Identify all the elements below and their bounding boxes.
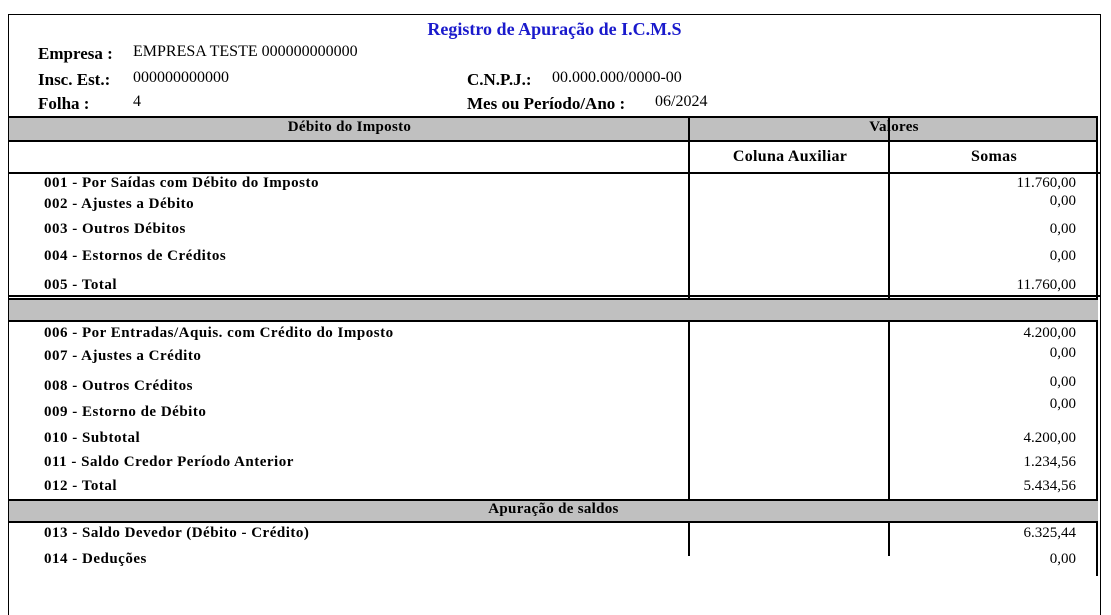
row-label-012: 012 - Total <box>44 478 118 494</box>
subheader-divider <box>9 172 1100 174</box>
row-value-008: 0,00 <box>1049 374 1076 390</box>
report-title: Registro de Apuração de I.C.M.S <box>427 19 682 39</box>
row-label-008: 008 - Outros Créditos <box>44 378 193 394</box>
row-label-001: 001 - Por Saídas com Débito do Imposto <box>44 175 319 191</box>
debito-header: Débito do Imposto <box>287 119 412 135</box>
row-value-004: 0,00 <box>1049 248 1076 264</box>
row-label-013: 013 - Saldo Devedor (Débito - Crédito) <box>44 525 310 541</box>
row-label-009: 009 - Estorno de Débito <box>44 404 207 420</box>
row-value-010: 4.200,00 <box>1023 430 1076 446</box>
periodo-label: Mes ou Período/Ano : <box>467 94 626 113</box>
insc-est-label: Insc. Est.: <box>38 70 111 89</box>
report-page <box>8 14 1101 615</box>
row-value-012: 5.434,56 <box>1023 478 1076 494</box>
coluna-auxiliar-header: Coluna Auxiliar <box>732 148 848 165</box>
empresa-label: Empresa : <box>38 44 113 63</box>
row-divider <box>9 295 1100 297</box>
row-label-010: 010 - Subtotal <box>44 430 141 446</box>
row-value-009: 0,00 <box>1049 396 1076 412</box>
empresa-value: EMPRESA TESTE 000000000000 <box>133 43 358 60</box>
row-label-007: 007 - Ajustes a Crédito <box>44 348 202 364</box>
col-divider-2 <box>888 116 890 556</box>
apuracao-header: Apuração de saldos <box>488 501 619 517</box>
row-value-007: 0,00 <box>1049 345 1076 361</box>
valores-header: Valores <box>869 119 919 135</box>
insc-est-value: 000000000000 <box>133 69 229 86</box>
folha-label: Folha : <box>38 94 90 113</box>
row-label-011: 011 - Saldo Credor Período Anterior <box>44 454 294 470</box>
col-divider-1 <box>688 116 690 556</box>
row-value-005: 11.760,00 <box>1016 277 1076 293</box>
row-value-014: 0,00 <box>1049 551 1076 567</box>
row-label-006: 006 - Por Entradas/Aquis. com Crédito do Imposto <box>44 325 394 341</box>
cnpj-label: C.N.P.J.: <box>467 70 532 89</box>
folha-value: 4 <box>133 93 141 110</box>
row-label-005: 005 - Total <box>44 277 118 293</box>
row-value-002: 0,00 <box>1049 193 1076 209</box>
row-label-004: 004 - Estornos de Créditos <box>44 248 227 264</box>
row-value-013: 6.325,44 <box>1023 525 1076 541</box>
row-label-014: 014 - Deduções <box>44 551 147 567</box>
section-separator-band <box>9 298 1098 322</box>
row-label-002: 002 - Ajustes a Débito <box>44 196 195 212</box>
row-label-003: 003 - Outros Débitos <box>44 221 186 237</box>
row-value-003: 0,00 <box>1049 221 1076 237</box>
cnpj-value: 00.000.000/0000-00 <box>552 69 682 86</box>
somas-header: Somas <box>971 148 1017 165</box>
row-value-006: 4.200,00 <box>1023 325 1076 341</box>
row-value-001: 11.760,00 <box>1016 175 1076 191</box>
periodo-value: 06/2024 <box>655 93 708 110</box>
row-value-011: 1.234,56 <box>1023 454 1076 470</box>
